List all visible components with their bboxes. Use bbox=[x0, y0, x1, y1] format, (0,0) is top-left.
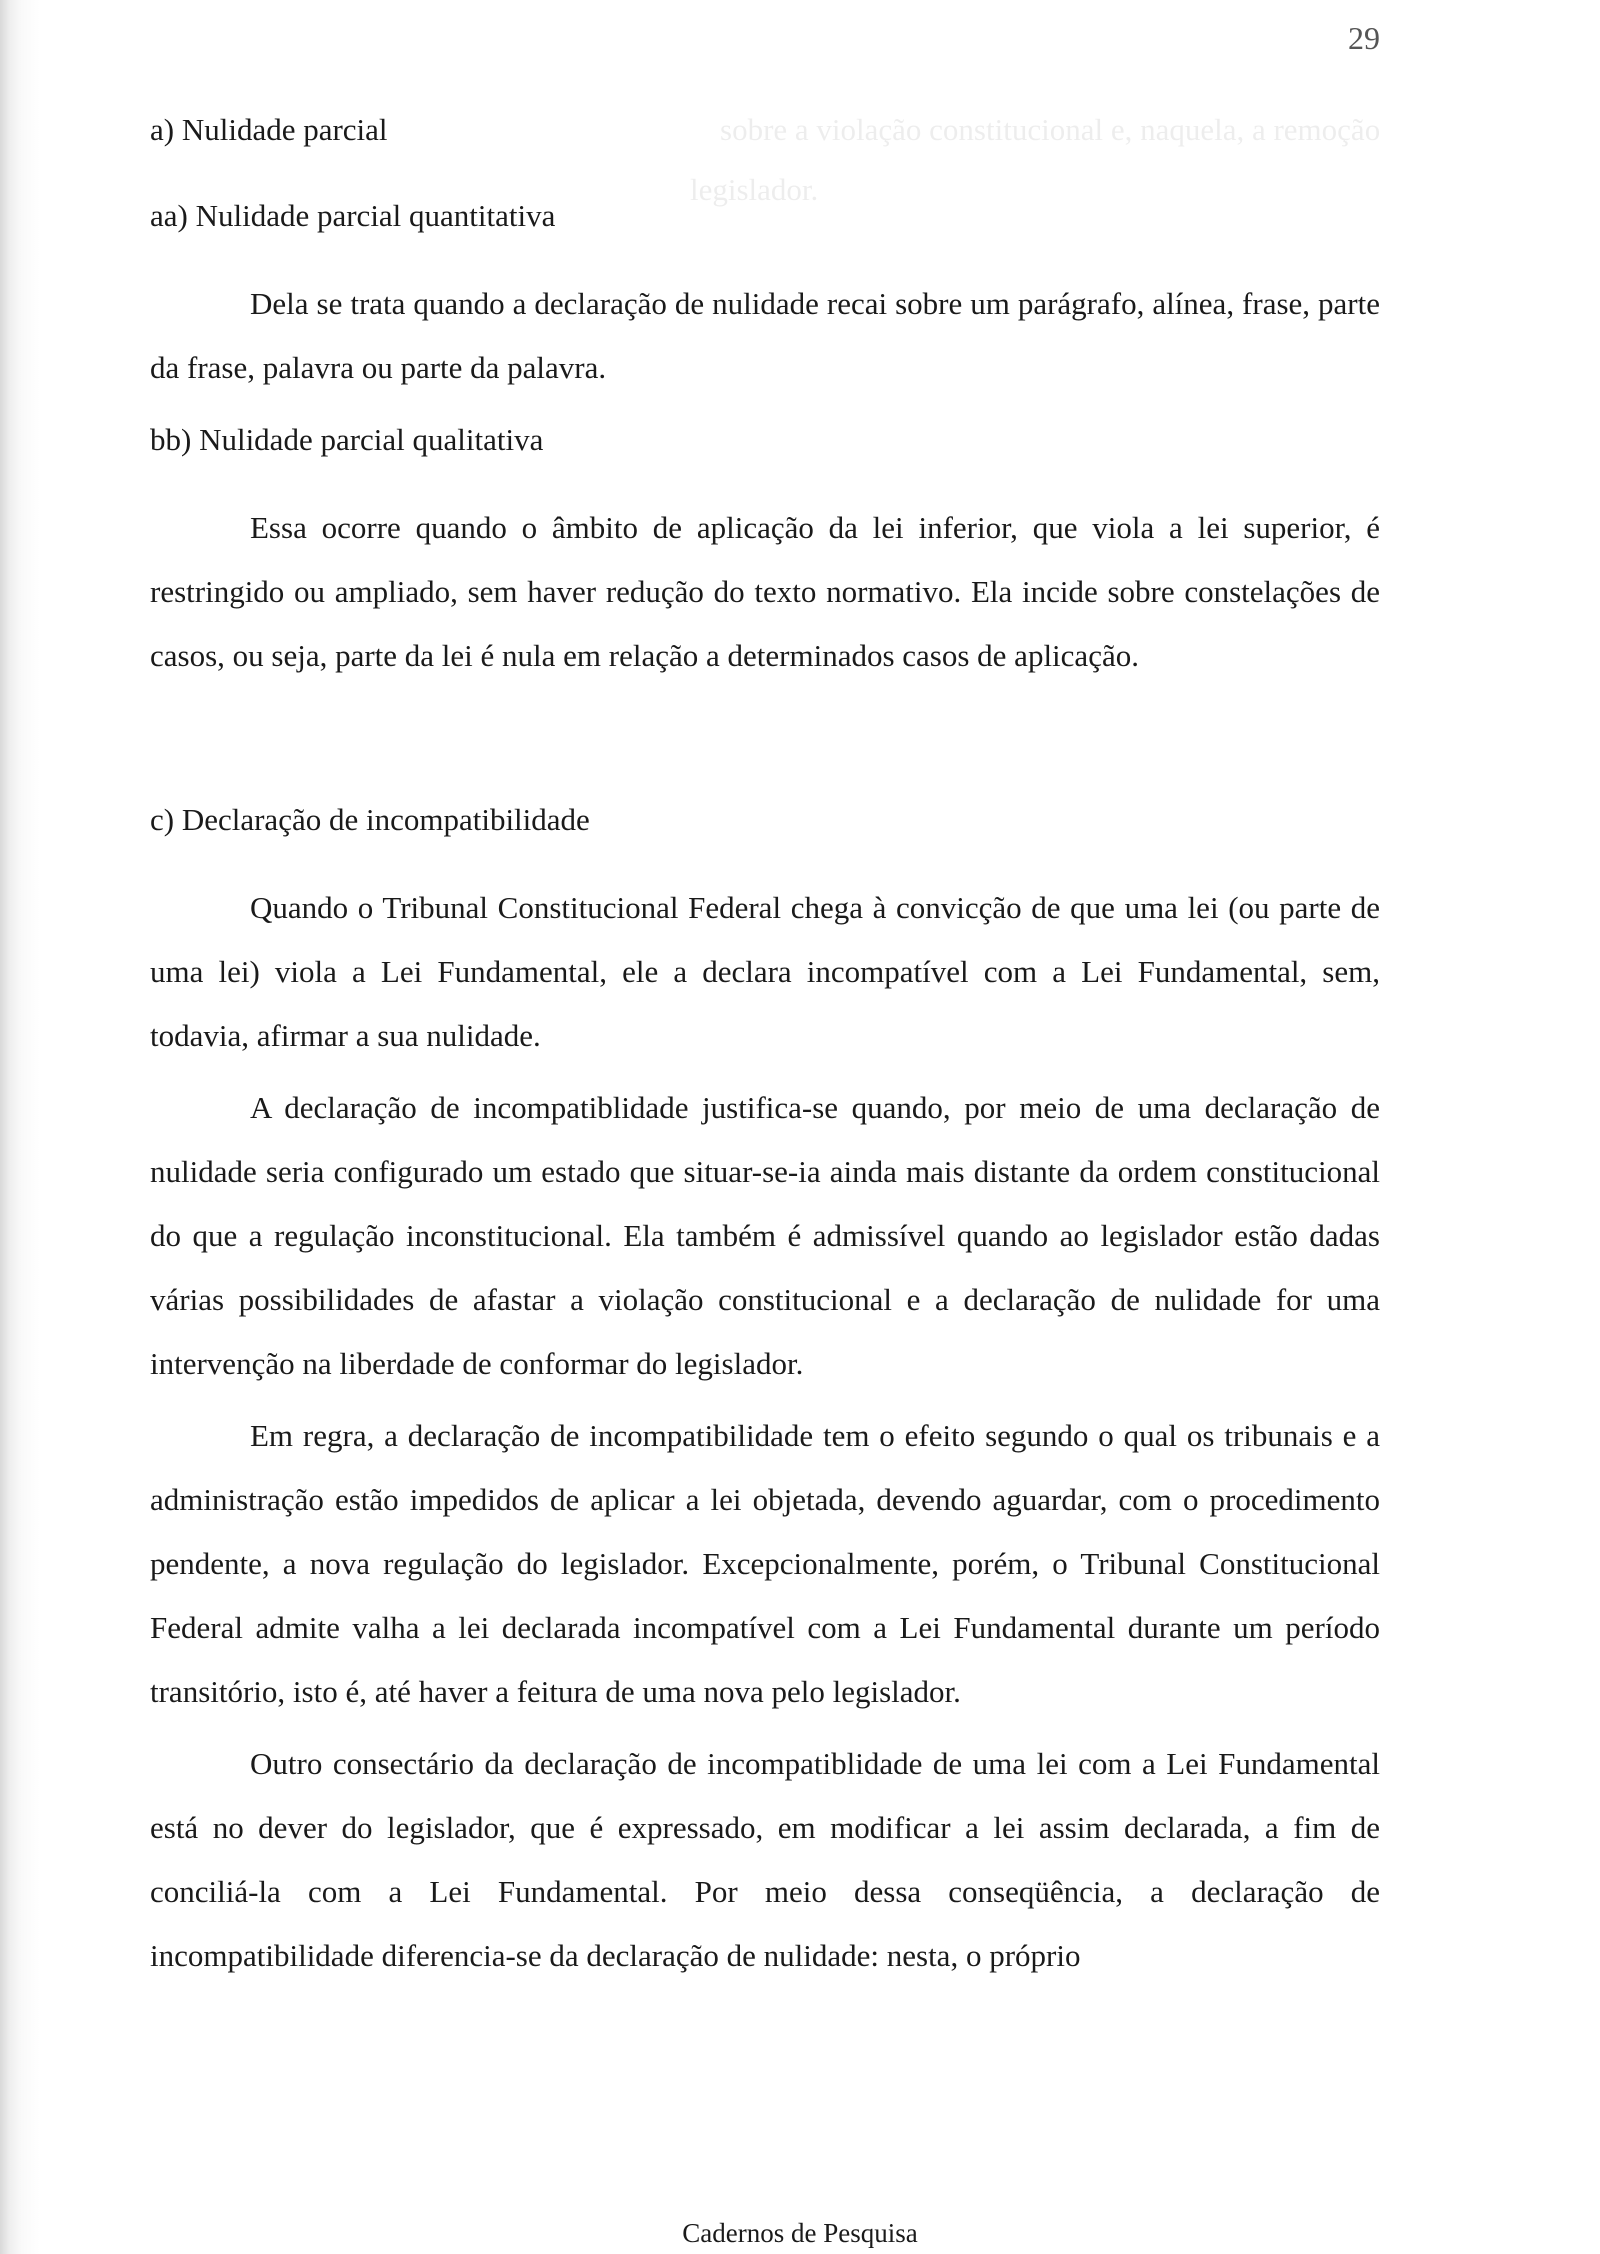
section-heading-a: a) Nulidade parcial bbox=[150, 112, 388, 147]
paragraph-c-2: A declaração de incompatiblidade justifica-se quando, por meio de uma declaração de nulidade seria configurado um estado que situar-se-ia ainda mais distante da ordem constitucional do que a regulação inconstitucional. Ela também é admissível quando ao legislador estão dadas várias possibilidades de afastar a violação constitucional e a declaração de nulidade for uma intervenção na liberdade de conformar do legislador. bbox=[150, 1090, 1380, 1381]
bleed-through-text: sobre a violação constitucional e, naquela, a remoção bbox=[720, 112, 1381, 147]
paragraph-c-4: Outro consectário da declaração de incompatiblidade de uma lei com a Lei Fundamental está no dever do legislador, que é expressado, em modificar a lei assim declarada, a fim de conciliá-la com a Lei Fundamental. Por meio dessa conseqüência, a declaração de incompatibilidade diferencia-se da declaração de nulidade: nesta, o próprio bbox=[150, 1746, 1380, 1973]
paragraph-c-1: Quando o Tribunal Constitucional Federal chega à convicção de que uma lei (ou parte de uma lei) viola a Lei Fundamental, ele a declara incompatível com a Lei Fundamental, sem, todavia, afirmar a sua nulidade. bbox=[150, 890, 1380, 1053]
footer-journal-name: Cadernos de Pesquisa bbox=[682, 2218, 918, 2248]
section-heading-aa: aa) Nulidade parcial quantitativa bbox=[150, 198, 556, 233]
paragraph-c-3: Em regra, a declaração de incompatibilidade tem o efeito segundo o qual os tribunais e a administração estão impedidos de aplicar a lei objetada, devendo aguardar, com o procedimento pendente, a nova regulação do legislador. Excepcionalmente, porém, o Tribunal Constitucional Federal admite valha a lei declarada incompatível com a Lei Fundamental durante um período transitório, isto é, até haver a feitura de uma nova pelo legislador. bbox=[150, 1418, 1380, 1709]
bleed-through-text: legislador. bbox=[690, 172, 819, 207]
page-number: 29 bbox=[1348, 20, 1380, 56]
section-heading-c: c) Declaração de incompatibilidade bbox=[150, 802, 590, 837]
document-body bbox=[150, 100, 1380, 1988]
section-heading-bb: bb) Nulidade parcial qualitativa bbox=[150, 422, 544, 457]
paragraph-aa: Dela se trata quando a declaração de nulidade recai sobre um parágrafo, alínea, frase, parte da frase, palavra ou parte da palavra. bbox=[150, 286, 1380, 385]
paragraph-bb: Essa ocorre quando o âmbito de aplicação da lei inferior, que viola a lei superior, é restringido ou ampliado, sem haver redução do texto normativo. Ela incide sobre constelações de casos, ou seja, parte da lei é nula em relação a determinados casos de aplicação. bbox=[150, 510, 1380, 673]
